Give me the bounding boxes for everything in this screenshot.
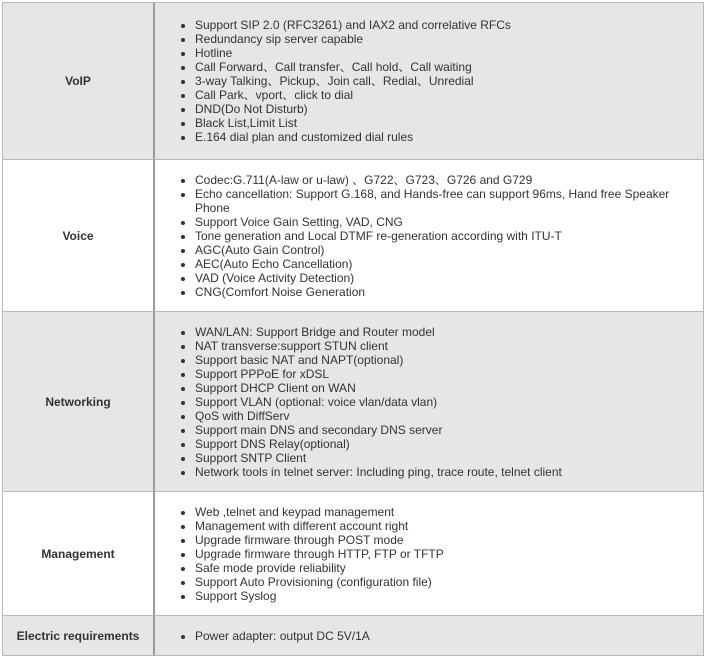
list-item: • Support VLAN (optional: voice vlan/data vlan) [195, 395, 693, 409]
row-content-voice [155, 160, 704, 312]
list-item: • Call Park、vport、click to dial [195, 88, 693, 102]
list-item: • DND(Do Not Disturb) [195, 102, 693, 116]
row-label-electric-requirements: Electric requirements [3, 616, 155, 656]
feature-list-voip [181, 18, 703, 144]
row-management [3, 492, 704, 616]
list-item: • Management with different account right [195, 519, 693, 533]
list-item: • Web ,telnet and keypad management [195, 505, 693, 519]
list-item: • Support SNTP Client [195, 451, 693, 465]
list-item: • AGC(Auto Gain Control) [195, 243, 693, 257]
list-item: • WAN/LAN: Support Bridge and Router model [195, 325, 693, 339]
spec-table-body [3, 3, 704, 656]
feature-list-electric-requirements [181, 629, 703, 643]
list-item: • Call Forward、Call transfer、Call hold、Call waiting [195, 60, 693, 74]
list-item: • Black List,Limit List [195, 116, 693, 130]
list-item: • E.164 dial plan and customized dial rules [195, 130, 693, 144]
list-item: • Tone generation and Local DTMF re-generation according with ITU-T [195, 229, 693, 243]
list-item: • Network tools in telnet server: Including ping, trace route, telnet client [195, 465, 693, 479]
row-networking [3, 312, 704, 492]
row-label-voice: Voice [3, 160, 155, 312]
row-content-electric-requirements [155, 616, 704, 656]
list-item: • 3-way Talking、Pickup、Join call、Redial、Unredial [195, 74, 693, 88]
list-item: • Support Auto Provisioning (configuration file) [195, 575, 693, 589]
list-item: • Support DHCP Client on WAN [195, 381, 693, 395]
feature-list-voice [181, 173, 703, 299]
row-label-management: Management [3, 492, 155, 616]
feature-list-networking [181, 325, 703, 479]
list-item: • Support Voice Gain Setting, VAD, CNG [195, 215, 693, 229]
row-content-voip [155, 3, 704, 160]
row-content-management [155, 492, 704, 616]
list-item: • Safe mode provide reliability [195, 561, 693, 575]
list-item: • Support DNS Relay(optional) [195, 437, 693, 451]
row-label-networking: Networking [3, 312, 155, 492]
list-item: • Support SIP 2.0 (RFC3261) and IAX2 and correlative RFCs [195, 18, 693, 32]
row-voip [3, 3, 704, 160]
list-item: • Echo cancellation: Support G.168, and Hands-free can support 96ms, Hand free Speaker Phone [195, 187, 693, 215]
row-electric-requirements [3, 616, 704, 656]
feature-list-management [181, 505, 703, 603]
row-label-voip: VoIP [3, 3, 155, 160]
list-item: • CNG(Comfort Noise Generation [195, 285, 693, 299]
list-item: • Hotline [195, 46, 693, 60]
list-item: • Power adapter: output DC 5V/1A [195, 629, 693, 643]
list-item: • VAD (Voice Activity Detection) [195, 271, 693, 285]
list-item: • Support Syslog [195, 589, 693, 603]
list-item: • Codec:G.711(A-law or u-law) 、G722、G723、G726 and G729 [195, 173, 693, 187]
list-item: • Upgrade firmware through HTTP, FTP or TFTP [195, 547, 693, 561]
list-item: • Support basic NAT and NAPT(optional) [195, 353, 693, 367]
list-item: • Upgrade firmware through POST mode [195, 533, 693, 547]
list-item: • Support main DNS and secondary DNS server [195, 423, 693, 437]
list-item: • NAT transverse:support STUN client [195, 339, 693, 353]
spec-table [2, 2, 704, 656]
row-content-networking [155, 312, 704, 492]
row-voice [3, 160, 704, 312]
list-item: • Redundancy sip server capable [195, 32, 693, 46]
list-item: • QoS with DiffServ [195, 409, 693, 423]
list-item: • Support PPPoE for xDSL [195, 367, 693, 381]
list-item: • AEC(Auto Echo Cancellation) [195, 257, 693, 271]
